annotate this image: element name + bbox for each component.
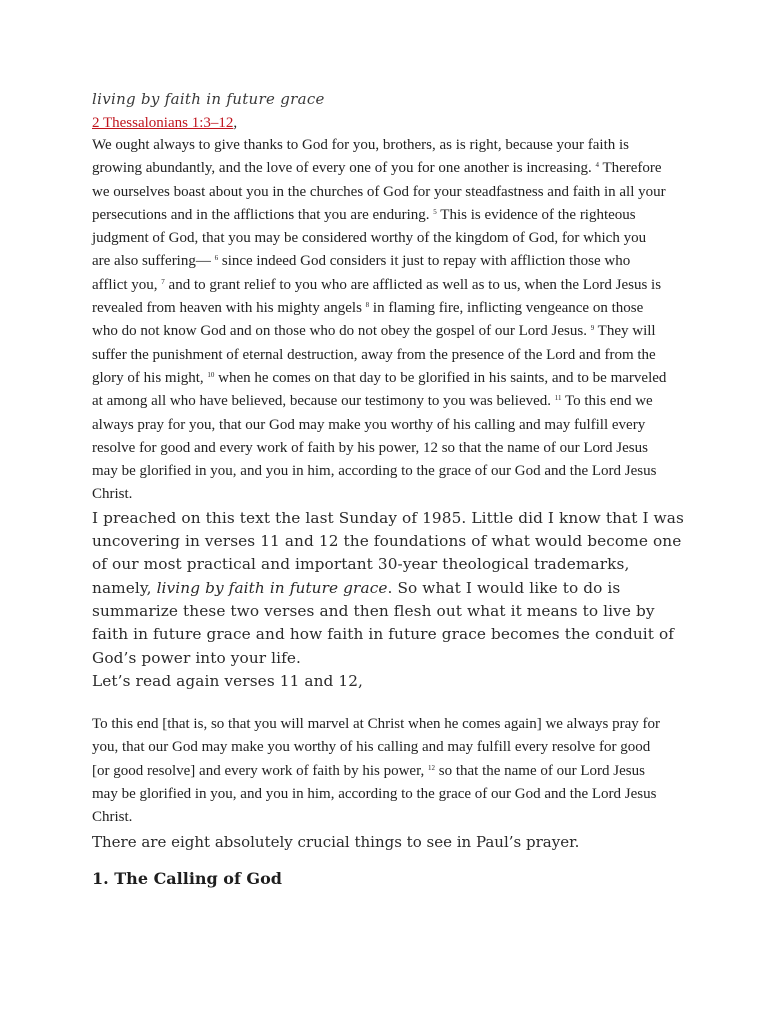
- document-title: living by faith in future grace: [92, 90, 325, 108]
- verse-8-text: in flaming fire, inflicting vengeance on those who do not know God and on those who do not obey the gospel of our Lord Jesus.: [92, 300, 644, 340]
- eight-things-sentence: There are eight absolutely crucial things to see in Paul’s prayer.: [92, 832, 580, 851]
- scripture-reference: [92, 112, 682, 134]
- quote-text-part2: so that the name of our Lord Jesus may be glorified in you, and you in him, according to the grace of our God and the Lord Jesus Christ.: [92, 762, 657, 826]
- verse-4-text: Therefore we ourselves boast about you in the churches of God for your steadfastness and faith in all your persecutions and in the afflictions that you are enduring.: [92, 160, 666, 223]
- verse-7-text: and to grant relief to you who are afflicted as well as to us, when the Lord Jesus is revealed from heaven with his mighty angels: [92, 276, 662, 317]
- intro-text-part1: I preached on this text the last Sunday of 1985. Little did I know that I was uncovering in verses 11 and 12 the foundations of what would become one of our most practical and important 30-year theological trademarks, namely,: [92, 508, 684, 597]
- verse-11-text: To this end we always pray for you, that our God may make you worthy of his calling and may fulfill every resolve for good and every work of faith by his power, 12 so that the name of our Lord Jesus may be glorified in you, and you in him, according to the grace of our God and the Lord Jesus Christ.: [92, 393, 657, 503]
- intro-paragraph: [92, 507, 687, 670]
- verse-number-9: 9: [590, 324, 595, 333]
- verse-number-12: 12: [427, 763, 435, 772]
- quoted-verses: [92, 713, 667, 829]
- scripture-reference-link[interactable]: 2 Thessalonians 1:3–12: [92, 115, 234, 131]
- verse-5-text: This is evidence of the righteous judgment of God, that you may be considered worthy of the kingdom of God, for which you are also suffering—: [92, 206, 647, 270]
- document-page: [92, 88, 682, 890]
- paragraph-gap: [92, 693, 682, 713]
- verse-number-4: 4: [595, 161, 599, 170]
- verse-number-8: 8: [365, 301, 370, 310]
- intro-text-part2: . So what I would like to do is summarize these two verses and then flesh out what it means to live by faith in future grace and how faith in future grace becomes the conduit of God’s power into your life.: [92, 578, 675, 667]
- quote-text-part1: To this end [that is, so that you will marvel at Christ when he comes again] we always pray for you, that our God may make you worthy of his calling and may fulfill every resolve for good [or good resolve] and every work of faith by his power,: [92, 716, 660, 779]
- verse-10-text: when he comes on that day to be glorified in his saints, and to be marveled at among all who have believed, because our testimony to you was believed.: [92, 369, 667, 410]
- verse-3-text: We ought always to give thanks to God for you, brothers, as is right, because your faith is growing abundantly, and the love of every one of you for one another is increasing.: [92, 137, 630, 177]
- section-heading: 1. The Calling of God: [92, 868, 282, 888]
- verse-number-10: 10: [207, 370, 215, 379]
- verse-number-5: 5: [433, 207, 437, 216]
- verse-number-11: 11: [554, 394, 562, 403]
- intro-emphasis: living by faith in future grace: [156, 578, 388, 597]
- verse-number-6: 6: [214, 254, 219, 263]
- scripture-passage: [92, 134, 667, 507]
- verse-number-7: 7: [161, 277, 165, 286]
- verse-6-text: since indeed God considers it just to repay with affliction those who afflict you,: [92, 253, 631, 293]
- lets-read-line: Let’s read again verses 11 and 12,: [92, 671, 364, 690]
- scripture-reference-suffix: ,: [233, 115, 238, 131]
- verse-9-text: They will suffer the punishment of eternal destruction, away from the presence of the Lord and from the glory of his might,: [92, 323, 656, 386]
